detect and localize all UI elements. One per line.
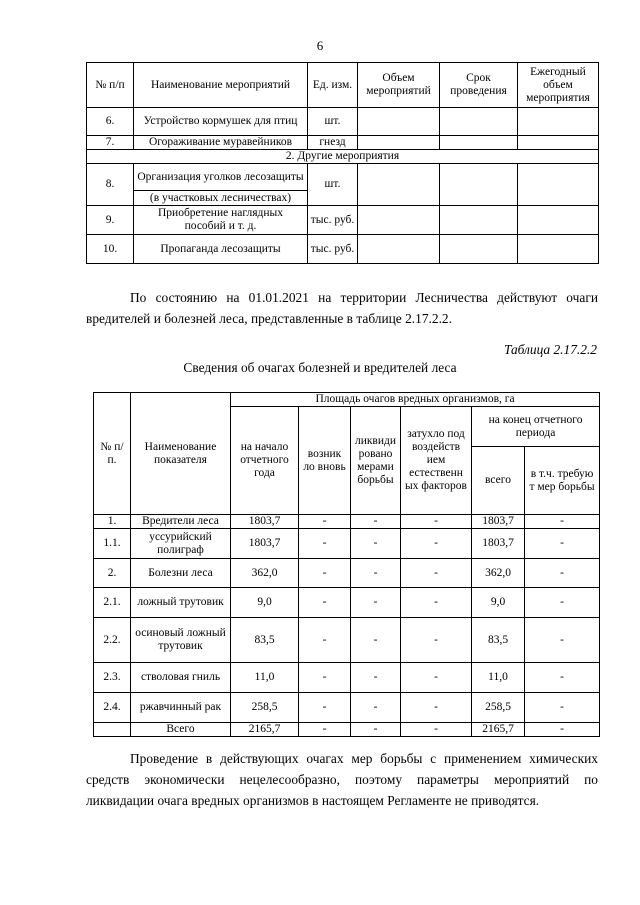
- row-start: 258,5: [231, 693, 299, 723]
- row-liquidated: -: [351, 588, 401, 618]
- row-unit: шт.: [308, 164, 358, 206]
- row-number: 2.1.: [94, 588, 131, 618]
- empty-cell: [358, 206, 440, 235]
- row-new: -: [299, 618, 351, 663]
- row-new: -: [299, 693, 351, 723]
- header-cell: № п/п: [87, 63, 134, 108]
- row-liquidated: -: [351, 723, 401, 737]
- row-declined: -: [401, 515, 472, 529]
- row-name: ржавчинный рак: [131, 693, 231, 723]
- row-name: осиновый ложный трутовик: [131, 618, 231, 663]
- row-declined: -: [401, 559, 472, 588]
- table-header-row: [87, 63, 599, 108]
- table-row: [87, 108, 599, 136]
- row-name: Организация уголков лесозащиты: [134, 164, 308, 191]
- row-liquidated: -: [351, 529, 401, 559]
- table-row: [94, 515, 600, 529]
- row-total: 1803,7: [472, 515, 525, 529]
- row-name: Вредители леса: [131, 515, 231, 529]
- empty-cell: [440, 235, 518, 264]
- row-declined: -: [401, 723, 472, 737]
- row-new: -: [299, 723, 351, 737]
- row-name: Устройство кормушек для птиц: [134, 108, 308, 136]
- row-liquidated: -: [351, 515, 401, 529]
- row-number: 7.: [87, 136, 134, 150]
- row-new: -: [299, 515, 351, 529]
- row-start: 1803,7: [231, 515, 299, 529]
- table-row: [94, 529, 600, 559]
- row-number: 9.: [87, 206, 134, 235]
- header-cell: Ежегодный объем мероприятия: [518, 63, 599, 108]
- header-total: всего: [472, 447, 525, 515]
- row-number: 10.: [87, 235, 134, 264]
- row-required: -: [525, 693, 600, 723]
- row-total: 2165,7: [472, 723, 525, 737]
- row-name: Всего: [131, 723, 231, 737]
- row-required: -: [525, 663, 600, 693]
- section-row: [87, 150, 599, 164]
- header-cell: Срок проведения: [440, 63, 518, 108]
- table-row: [94, 663, 600, 693]
- table-title: Сведения об очагах болезней и вредителей леса: [183, 360, 457, 375]
- row-total: 362,0: [472, 559, 525, 588]
- row-liquidated: -: [351, 663, 401, 693]
- row-name: уссурийский полиграф: [131, 529, 231, 559]
- pest-foci-table: [93, 392, 600, 737]
- row-name: Огораживание муравейников: [134, 136, 308, 150]
- row-liquidated: -: [351, 559, 401, 588]
- row-new: -: [299, 559, 351, 588]
- table-row: [87, 136, 599, 150]
- header-liquidated: ликвиди ровано мерами борьбы: [351, 407, 401, 515]
- row-unit: гнезд: [308, 136, 358, 150]
- page-number: 6: [316, 38, 324, 53]
- empty-cell: [518, 108, 599, 136]
- row-declined: -: [401, 618, 472, 663]
- row-total: 258,5: [472, 693, 525, 723]
- header-cell: Ед. изм.: [308, 63, 358, 108]
- row-start: 83,5: [231, 618, 299, 663]
- empty-cell: [440, 136, 518, 150]
- row-liquidated: -: [351, 618, 401, 663]
- row-required: -: [525, 618, 600, 663]
- header-required: в т.ч. требую т мер борьбы: [525, 447, 600, 515]
- row-required: -: [525, 529, 600, 559]
- intro-paragraph: По состоянию на 01.01.2021 на территории Лесничества действуют очаги вредителей и болезней леса, представленные в таблице 2.17.2.2.: [86, 290, 598, 326]
- row-unit: тыс. руб.: [308, 206, 358, 235]
- row-new: -: [299, 663, 351, 693]
- empty-cell: [518, 235, 599, 264]
- header-name: Наименование показателя: [131, 393, 231, 515]
- conclusion-paragraph: Проведение в действующих очагах мер борьбы с применением химических средств экономически нецелесообразно, поэтому параметры мероприятий по ликвидации очага вредных организмов в настоящем Регламенте не приводятся.: [86, 751, 598, 808]
- row-total: 83,5: [472, 618, 525, 663]
- row-total: 11,0: [472, 663, 525, 693]
- empty-cell: [358, 108, 440, 136]
- row-start: 1803,7: [231, 529, 299, 559]
- empty-cell: [358, 136, 440, 150]
- empty-cell: [518, 136, 599, 150]
- empty-cell: [440, 164, 518, 206]
- row-number: 1.: [94, 515, 131, 529]
- row-number: 6.: [87, 108, 134, 136]
- row-liquidated: -: [351, 693, 401, 723]
- row-number: 2.: [94, 559, 131, 588]
- table-row: [87, 235, 599, 264]
- table-row: [87, 164, 599, 191]
- row-name: стволовая гниль: [131, 663, 231, 693]
- row-unit: шт.: [308, 108, 358, 136]
- row-number: 8.: [87, 164, 134, 206]
- header-cell: Объем мероприятий: [358, 63, 440, 108]
- row-number: 2.2.: [94, 618, 131, 663]
- header-num: № п/п.: [94, 393, 131, 515]
- row-unit: тыс. руб.: [308, 235, 358, 264]
- row-start: 2165,7: [231, 723, 299, 737]
- row-name: (в участковых лесничествах): [134, 191, 308, 206]
- row-required: -: [525, 515, 600, 529]
- row-declined: -: [401, 588, 472, 618]
- row-name: Приобретение наглядных пособий и т. д.: [134, 206, 308, 235]
- row-start: 9,0: [231, 588, 299, 618]
- row-number: [94, 723, 131, 737]
- header-area: Площадь очагов вредных организмов, га: [231, 393, 600, 407]
- header-end: на конец отчетного периода: [472, 407, 600, 447]
- row-new: -: [299, 588, 351, 618]
- table-caption: Таблица 2.17.2.2: [503, 342, 597, 357]
- header-declined: затухло под воздейств ием естественн ых факторов: [401, 407, 472, 515]
- table-row: [94, 559, 600, 588]
- row-start: 362,0: [231, 559, 299, 588]
- header-cell: Наименование мероприятий: [134, 63, 308, 108]
- header-start: на начало отчетного года: [231, 407, 299, 515]
- table-row: [94, 693, 600, 723]
- table-row: [87, 206, 599, 235]
- row-total: 1803,7: [472, 529, 525, 559]
- row-name: Пропаганда лесозащиты: [134, 235, 308, 264]
- row-start: 11,0: [231, 663, 299, 693]
- empty-cell: [518, 206, 599, 235]
- table-row: [94, 618, 600, 663]
- table-row: [94, 588, 600, 618]
- row-name: Болезни леса: [131, 559, 231, 588]
- empty-cell: [358, 164, 440, 206]
- table-total-row: [94, 723, 600, 737]
- row-number: 2.3.: [94, 663, 131, 693]
- empty-cell: [440, 206, 518, 235]
- row-name: ложный трутовик: [131, 588, 231, 618]
- empty-cell: [358, 235, 440, 264]
- row-required: -: [525, 723, 600, 737]
- row-number: 2.4.: [94, 693, 131, 723]
- row-required: -: [525, 588, 600, 618]
- header-new: возник ло вновь: [299, 407, 351, 515]
- empty-cell: [440, 108, 518, 136]
- empty-cell: [518, 164, 599, 206]
- row-declined: -: [401, 663, 472, 693]
- measures-table: [86, 62, 599, 264]
- row-declined: -: [401, 693, 472, 723]
- row-total: 9,0: [472, 588, 525, 618]
- section-title: 2. Другие мероприятия: [87, 150, 599, 164]
- row-new: -: [299, 529, 351, 559]
- row-number: 1.1.: [94, 529, 131, 559]
- row-required: -: [525, 559, 600, 588]
- row-declined: -: [401, 529, 472, 559]
